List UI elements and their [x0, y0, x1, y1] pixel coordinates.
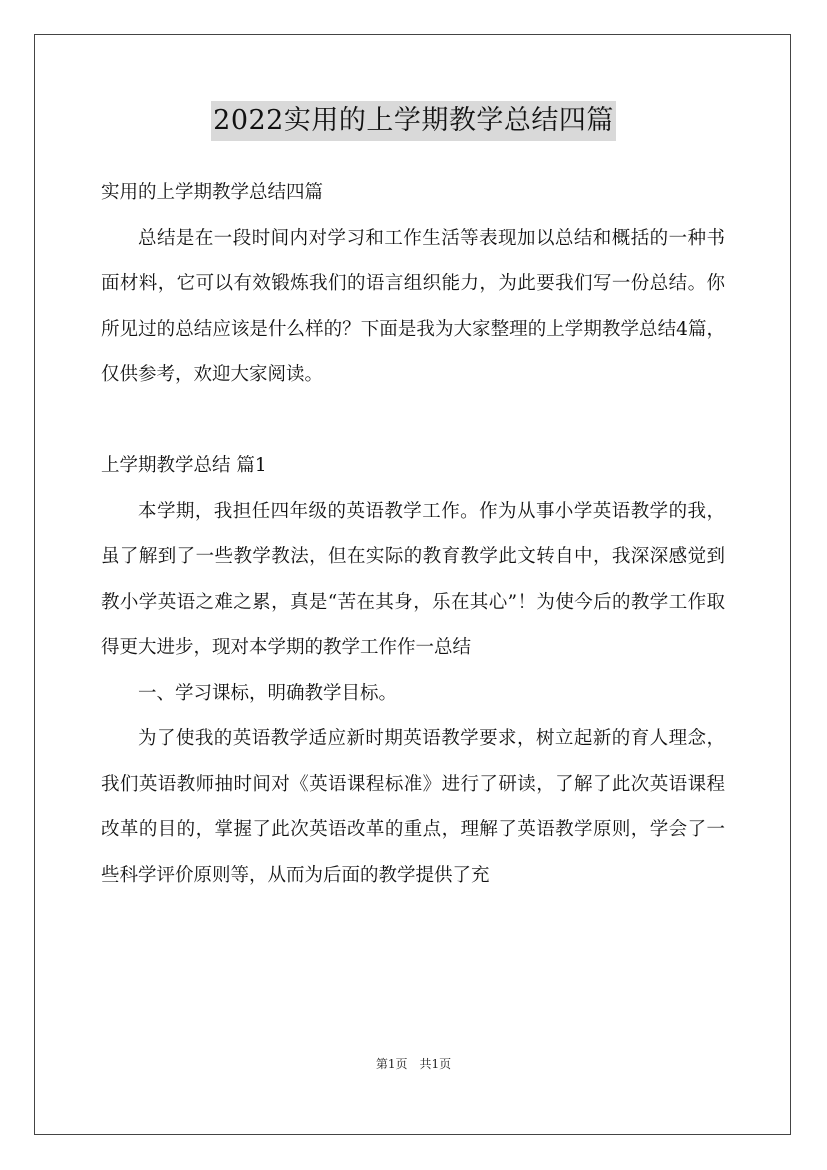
document-body	[101, 170, 725, 898]
section-paragraph: 为了使我的英语教学适应新时期英语教学要求，树立起新的育人理念，我们英语教师抽时间对《英语课程标准》进行了研读，了解了此次英语课程改革的目的，掌握了此次英语改革的重点，理解了英语教学原则，学会了一些科学评价原则等，从而为后面的教学提供了充	[101, 728, 725, 886]
intro-paragraph: 总结是在一段时间内对学习和工作生活等表现加以总结和概括的一种书面材料，它可以有效锻炼我们的语言组织能力，为此要我们写一份总结。你所见过的总结应该是什么样的？下面是我为大家整理的上学期教学总结4篇，仅供参考，欢迎大家阅读。	[101, 227, 725, 385]
section-paragraph: 本学期，我担任四年级的英语教学工作。作为从事小学英语教学的我，虽了解到了一些教学教法，但在实际的教育教学此文转自中，我深深感觉到教小学英语之难之累，真是“苦在其身，乐在其心”！为使今后的教学工作取得更大进步，现对本学期的教学工作作一总结	[101, 500, 725, 658]
title-wrap	[0, 101, 827, 141]
document-title: 2022实用的上学期教学总结四篇	[211, 101, 616, 141]
section-heading: 上学期教学总结 篇1	[101, 455, 267, 476]
section-subheading: 一、学习课标，明确教学目标。	[138, 682, 398, 704]
document-subtitle: 实用的上学期教学总结四篇	[101, 182, 324, 203]
paragraph-gap	[101, 398, 725, 444]
page-footer: 第1页 共1页	[375, 1057, 452, 1071]
